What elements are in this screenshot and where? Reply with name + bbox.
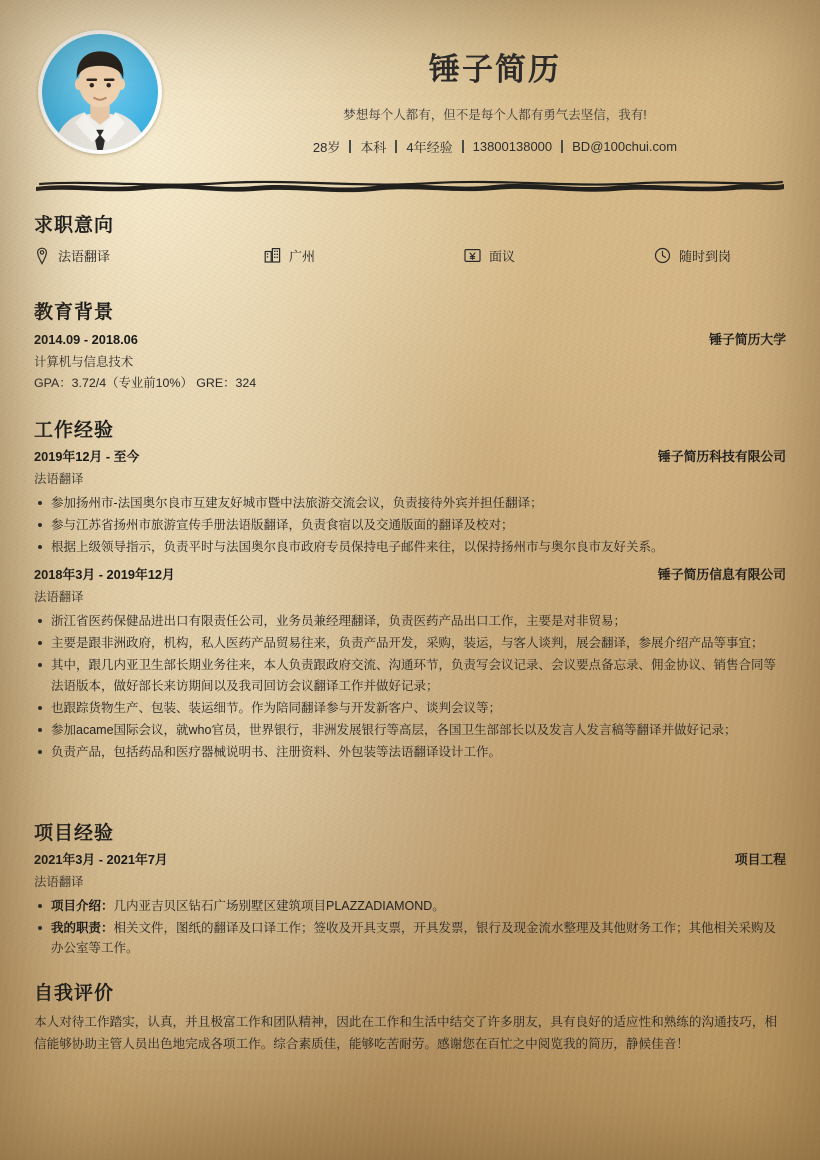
- education-major: 计算机与信息技术: [34, 354, 134, 369]
- job-intention-row: [34, 246, 786, 265]
- project-date: 2021年3月 - 2021年7月: [34, 852, 168, 867]
- list-item: [34, 918, 786, 959]
- list-item: 其中，跟几内亚卫生部长期业务往来，本人负责跟政府交流、沟通环节，负责写会议记录、会议要点备忘录、佣金协议、销售合同等法语版本，做好部长来访期间以及我司回访会议翻译工作并做好记录；: [34, 655, 786, 696]
- work-row-head: [34, 447, 786, 468]
- education-date: 2014.09 - 2018.06: [34, 332, 138, 347]
- header-text-block: [200, 44, 790, 156]
- position-icon: [34, 247, 50, 265]
- meta-degree: 本科: [360, 140, 387, 155]
- section-title-intention: 求职意向: [34, 215, 115, 236]
- brush-stroke-divider: [34, 178, 786, 194]
- list-item: 根据上级领导指示，负责平时与法国奥尔良市政府专员保持电子邮件来往，以保持扬州市与奥尔良市友好关系。: [34, 537, 786, 557]
- education-entry: [34, 330, 786, 393]
- project-duty-text: 相关文件，图纸的翻译及口译工作；签收及开具支票，开具发票，银行及现金流水整理及其他财务工作；其他相关采购及办公室等工作。: [51, 921, 777, 956]
- work-entry-1: [34, 447, 786, 560]
- clock-icon: [654, 247, 671, 264]
- intent-city: [264, 246, 464, 265]
- list-item: 参与江苏省扬州市旅游宣传手册法语版翻译，负责食宿以及交通版面的翻译及校对；: [34, 515, 786, 535]
- work-role: 法语翻译: [34, 589, 84, 604]
- avatar: [38, 30, 162, 154]
- section-title-project: 项目经验: [34, 823, 115, 844]
- education-row-head: [34, 330, 786, 351]
- meta-email: BD@100chui.com: [572, 139, 678, 154]
- salary-yen-icon: [464, 247, 481, 264]
- intent-availability-label: 随时到岗: [679, 249, 732, 264]
- work-bullet-list: [34, 611, 786, 763]
- project-company: 项目工程: [734, 852, 786, 867]
- intent-salary-label: 面议: [489, 249, 516, 264]
- section-title-summary: 自我评价: [34, 983, 115, 1004]
- list-item: [34, 896, 786, 916]
- work-company: 锤子简历信息有限公司: [658, 567, 786, 582]
- intent-city-label: 广州: [289, 249, 316, 264]
- meta-experience: 4年经验: [406, 140, 453, 155]
- section-title-education: 教育背景: [34, 302, 115, 323]
- list-item: 负责产品，包括药品和医疗器械说明书、注册资料、外包装等法语翻译设计工作。: [34, 742, 786, 762]
- list-item: 参加acame国际会议，就who官员，世界银行，非洲发展银行等高层，各国卫生部部长以及发言人发言稿等翻译并做好记录；: [34, 720, 786, 740]
- project-role: 法语翻译: [34, 874, 84, 889]
- intent-availability: [654, 246, 786, 265]
- work-company: 锤子简历科技有限公司: [658, 449, 786, 464]
- resume-header: [0, 0, 820, 182]
- male-avatar-illustration: [42, 34, 158, 150]
- project-intro-text: 几内亚吉贝区钻石广场别墅区建筑项目PLAZZADIAMOND。: [113, 898, 445, 913]
- section-title-work: 工作经验: [34, 420, 115, 441]
- list-item: 也跟踪货物生产、包装、装运细节。作为陪同翻译参与开发新客户、谈判会议等；: [34, 698, 786, 718]
- list-item: 参加扬州市-法国奥尔良市互建友好城市暨中法旅游交流会议，负责接待外宾并担任翻译；: [34, 493, 786, 513]
- header-meta-line: [200, 137, 790, 156]
- intent-salary: [464, 246, 654, 265]
- project-duty-label: 我的职责：: [51, 921, 114, 936]
- work-role: 法语翻译: [34, 471, 84, 486]
- work-date: 2019年12月 - 至今: [34, 449, 140, 464]
- intent-position: [34, 246, 264, 265]
- work-date: 2018年3月 - 2019年12月: [34, 567, 175, 582]
- header-slogan: 梦想每个人都有，但不是每个人都有勇气去坚信，我有!: [343, 108, 647, 122]
- project-bullet-list: [34, 896, 786, 959]
- summary-text: 本人对待工作踏实，认真，并且极富工作和团队精神，因此在工作和生活中结交了许多朋友，具有良好的适应性和熟练的沟通技巧，相信能够协助主管人员出色地完成各项工作。综合素质佳，能够吃苦耐劳。感谢您在百忙之中阅览我的简历，静候佳音！: [34, 1015, 778, 1051]
- list-item: 浙江省医药保健品进出口有限责任公司，业务员兼经理翻译，负责医药产品出口工作，主要是对非贸易；: [34, 611, 786, 631]
- project-row-head: [34, 850, 786, 871]
- education-detail: GPA：3.72/4（专业前10%） GRE：324: [34, 375, 257, 390]
- meta-phone: 13800138000: [472, 139, 553, 154]
- intent-position-label: 法语翻译: [58, 249, 111, 264]
- meta-age: 28岁: [312, 140, 341, 155]
- project-intro-label: 项目介绍：: [51, 898, 114, 913]
- work-row-head: [34, 565, 786, 586]
- work-entry-2: [34, 565, 786, 765]
- page-title: 锤子简历: [429, 52, 561, 87]
- list-item: 主要是跟非洲政府，机构，私人医药产品贸易往来，负责产品开发，采购，装运，与客人谈判，展会翻译，参展介绍产品等事宜；: [34, 633, 786, 653]
- education-school: 锤子简历大学: [709, 332, 786, 347]
- work-bullet-list: [34, 493, 786, 558]
- city-building-icon: [264, 247, 281, 264]
- project-entry: [34, 850, 786, 961]
